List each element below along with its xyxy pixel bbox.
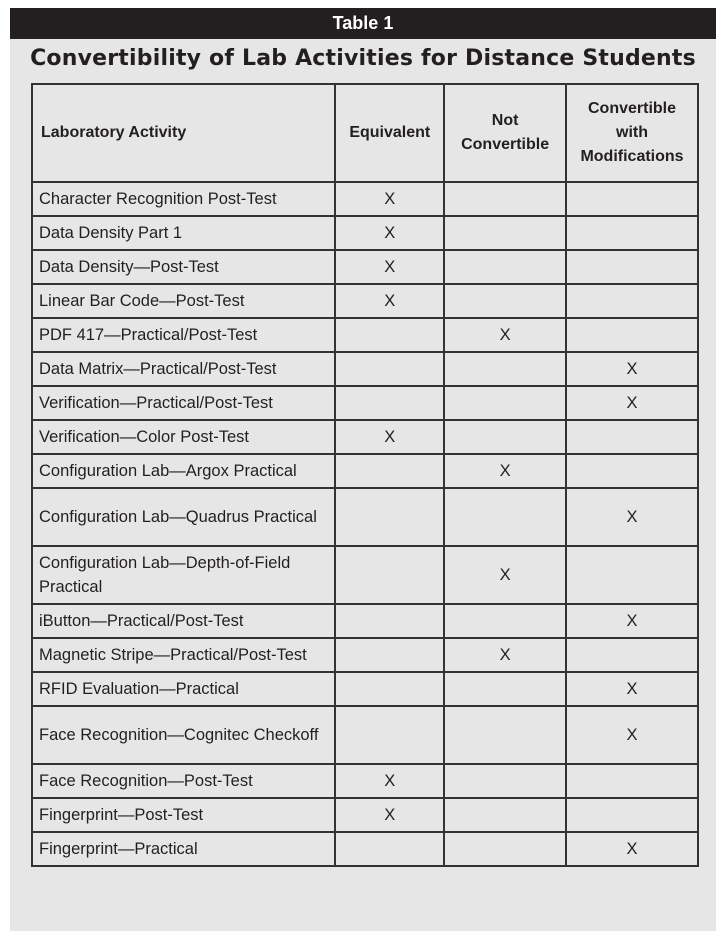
activity-cell: iButton—Practical/Post-Test	[32, 604, 335, 638]
equivalent-cell	[335, 546, 444, 604]
equivalent-cell	[335, 488, 444, 546]
column-header-equivalent: Equivalent	[335, 84, 444, 182]
convertible-with-modifications-cell	[566, 454, 698, 488]
equivalent-cell: X	[335, 250, 444, 284]
not-convertible-cell: X	[444, 318, 566, 352]
activity-cell: Configuration Lab—Depth-of-Field Practical	[32, 546, 335, 604]
not-convertible-cell: X	[444, 546, 566, 604]
table-row	[32, 706, 698, 764]
not-convertible-cell	[444, 420, 566, 454]
convertible-with-modifications-cell: X	[566, 604, 698, 638]
convertible-with-modifications-cell	[566, 546, 698, 604]
convertible-with-modifications-cell	[566, 798, 698, 832]
not-convertible-cell: X	[444, 638, 566, 672]
convertible-with-modifications-cell: X	[566, 386, 698, 420]
equivalent-cell: X	[335, 420, 444, 454]
table-row	[32, 488, 698, 546]
table-panel	[10, 8, 716, 931]
table-row	[32, 386, 698, 420]
not-convertible-cell	[444, 182, 566, 216]
column-header-not-convertible-label: Not Convertible	[461, 112, 550, 153]
table-row	[32, 284, 698, 318]
convertible-with-modifications-cell: X	[566, 706, 698, 764]
table-row	[32, 454, 698, 488]
table-row	[32, 546, 698, 604]
table-row	[32, 798, 698, 832]
activity-cell: Magnetic Stripe—Practical/Post-Test	[32, 638, 335, 672]
not-convertible-cell	[444, 706, 566, 764]
not-convertible-cell	[444, 604, 566, 638]
not-convertible-cell	[444, 216, 566, 250]
activity-cell: RFID Evaluation—Practical	[32, 672, 335, 706]
convertible-with-modifications-cell	[566, 182, 698, 216]
column-header-convertible-with-modifications	[566, 84, 698, 182]
convertible-with-modifications-cell	[566, 284, 698, 318]
activity-cell: Data Density—Post-Test	[32, 250, 335, 284]
column-header-convertible-label: Convertible with Modifications	[580, 100, 684, 165]
equivalent-cell	[335, 832, 444, 866]
column-header-not-convertible	[444, 84, 566, 182]
convertible-with-modifications-cell	[566, 250, 698, 284]
activity-cell: PDF 417—Practical/Post-Test	[32, 318, 335, 352]
table-row	[32, 832, 698, 866]
equivalent-cell	[335, 352, 444, 386]
activity-cell: Verification—Color Post-Test	[32, 420, 335, 454]
equivalent-cell: X	[335, 284, 444, 318]
convertible-with-modifications-cell	[566, 216, 698, 250]
equivalent-cell	[335, 386, 444, 420]
not-convertible-cell	[444, 832, 566, 866]
equivalent-cell	[335, 672, 444, 706]
table-row	[32, 216, 698, 250]
convertible-with-modifications-cell: X	[566, 352, 698, 386]
table-row	[32, 638, 698, 672]
equivalent-cell: X	[335, 798, 444, 832]
table-row	[32, 672, 698, 706]
convertible-with-modifications-cell	[566, 638, 698, 672]
not-convertible-cell	[444, 488, 566, 546]
table-row	[32, 182, 698, 216]
activity-cell: Verification—Practical/Post-Test	[32, 386, 335, 420]
not-convertible-cell	[444, 352, 566, 386]
table-row	[32, 352, 698, 386]
equivalent-cell: X	[335, 216, 444, 250]
activity-cell: Configuration Lab—Quadrus Practical	[32, 488, 335, 546]
not-convertible-cell	[444, 284, 566, 318]
table-title: Convertibility of Lab Activities for Distance Students	[30, 46, 696, 71]
table-row	[32, 318, 698, 352]
equivalent-cell: X	[335, 182, 444, 216]
activity-cell: Configuration Lab—Argox Practical	[32, 454, 335, 488]
not-convertible-cell	[444, 386, 566, 420]
equivalent-cell: X	[335, 764, 444, 798]
equivalent-cell	[335, 706, 444, 764]
activity-cell: Fingerprint—Practical	[32, 832, 335, 866]
convertible-with-modifications-cell	[566, 318, 698, 352]
not-convertible-cell	[444, 250, 566, 284]
not-convertible-cell: X	[444, 454, 566, 488]
equivalent-cell	[335, 454, 444, 488]
table-row	[32, 764, 698, 798]
convertible-with-modifications-cell: X	[566, 672, 698, 706]
equivalent-cell	[335, 318, 444, 352]
not-convertible-cell	[444, 672, 566, 706]
convertible-with-modifications-cell: X	[566, 488, 698, 546]
equivalent-cell	[335, 604, 444, 638]
table-label: Table 1	[10, 8, 716, 39]
activity-cell: Linear Bar Code—Post-Test	[32, 284, 335, 318]
column-header-activity: Laboratory Activity	[32, 84, 335, 182]
header-row	[32, 84, 698, 182]
not-convertible-cell	[444, 798, 566, 832]
convertible-with-modifications-cell: X	[566, 832, 698, 866]
table-row	[32, 250, 698, 284]
convertible-with-modifications-cell	[566, 420, 698, 454]
table-row	[32, 604, 698, 638]
equivalent-cell	[335, 638, 444, 672]
activity-cell: Data Density Part 1	[32, 216, 335, 250]
activity-cell: Data Matrix—Practical/Post-Test	[32, 352, 335, 386]
table-row	[32, 420, 698, 454]
convertibility-table	[31, 83, 699, 867]
activity-cell: Character Recognition Post-Test	[32, 182, 335, 216]
activity-cell: Face Recognition—Post-Test	[32, 764, 335, 798]
not-convertible-cell	[444, 764, 566, 798]
activity-cell: Face Recognition—Cognitec Checkoff	[32, 706, 335, 764]
activity-cell: Fingerprint—Post-Test	[32, 798, 335, 832]
convertible-with-modifications-cell	[566, 764, 698, 798]
